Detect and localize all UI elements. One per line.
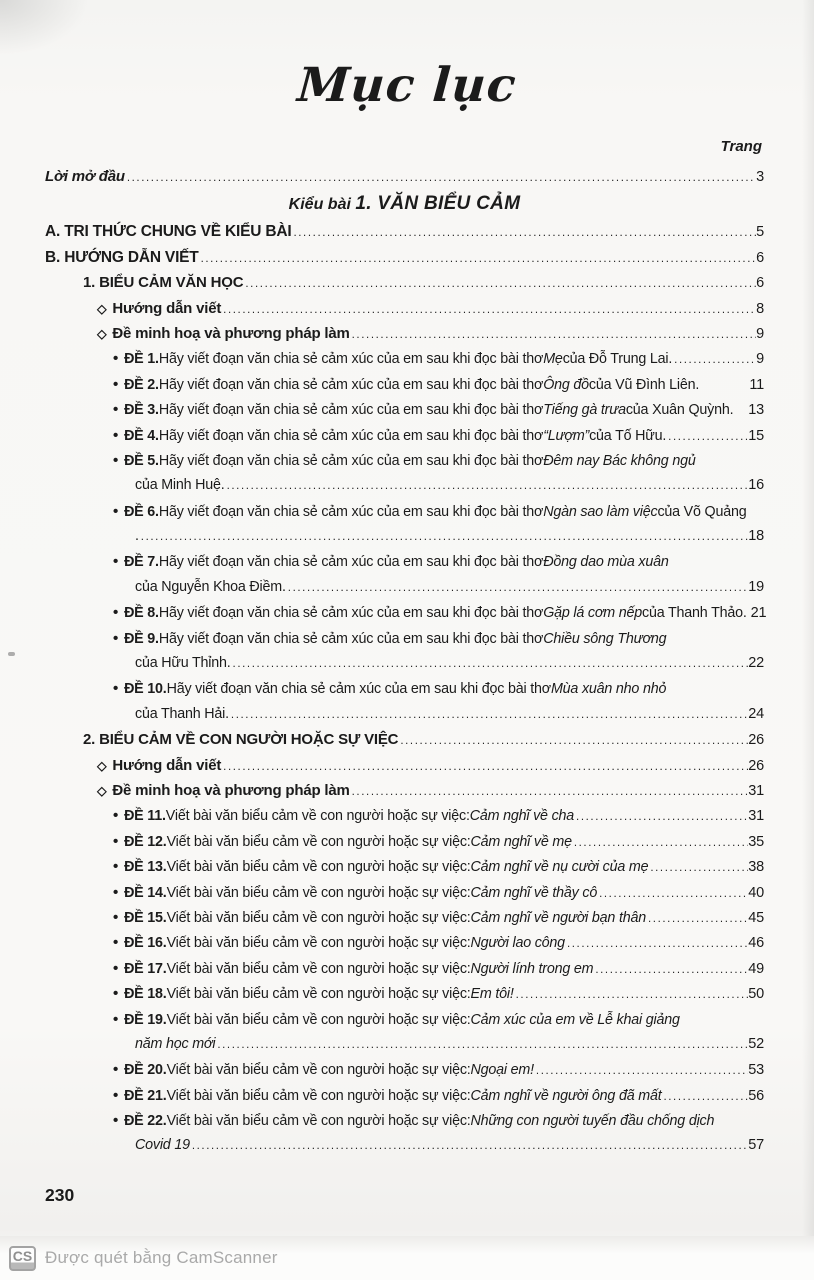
bullet-icon: • [113, 832, 119, 850]
toc-text: Hãy viết đoạn văn chia sẻ cảm xúc của em sau khi đọc bài thơ [158, 376, 544, 393]
toc-entry [45, 778, 764, 803]
toc-text: Viết bài văn biểu cảm về con người hoặc sự việc: [166, 1011, 471, 1028]
toc-entry [45, 473, 764, 498]
toc-entry [45, 829, 764, 854]
toc-text: ĐỀ 8. [124, 605, 159, 622]
bullet-icon: • [113, 604, 119, 622]
toc-text: Viết bài văn biểu cảm về con người hoặc sự việc: [166, 859, 471, 876]
toc-text: ĐỀ 4. [124, 427, 159, 444]
toc-text: Viết bài văn biểu cảm về con người hoặc sự việc: [166, 884, 471, 901]
toc-text: ĐỀ 1. [124, 351, 159, 368]
toc-text: Viết bài văn biểu cảm về con người hoặc sự việc: [166, 935, 471, 952]
toc-entry [45, 1007, 764, 1032]
toc-text: Viết bài văn biểu cảm về con người hoặc sự việc: [166, 1062, 471, 1079]
dot-leader [286, 576, 748, 601]
toc-entry [45, 524, 764, 549]
toc-page-number: 52 [748, 1035, 764, 1052]
toc-text: ĐỀ 7. [124, 554, 159, 571]
toc-text: của Vũ Đình Liên. [588, 376, 700, 393]
dot-leader [291, 221, 756, 246]
toc-text: Đồng dao mùa xuân [543, 554, 669, 571]
toc-entry [45, 956, 764, 981]
toc-text: ĐỀ 20. [124, 1062, 167, 1079]
toc-text: Cảm xúc của em về Lễ khai giảng [470, 1011, 680, 1028]
toc-entry [45, 1133, 764, 1158]
toc-text: Hướng dẫn viết [112, 299, 222, 317]
dot-leader [225, 474, 749, 499]
bullet-icon: • [113, 1112, 119, 1130]
diamond-icon: ◇ [97, 301, 107, 316]
toc-text: Mẹ [543, 351, 563, 368]
toc-page-number: 9 [756, 325, 764, 342]
toc-entry [45, 1032, 764, 1057]
dot-leader [398, 729, 748, 754]
bullet-icon: • [113, 502, 119, 520]
toc-text: của Hữu Thỉnh. [135, 655, 231, 672]
toc-page-number: 35 [748, 833, 764, 850]
toc-text: của Tố Hữu. [589, 427, 667, 444]
bullet-icon: • [113, 934, 119, 952]
toc-entry [45, 905, 764, 930]
dot-leader [534, 1059, 748, 1084]
toc-page-number: 31 [748, 808, 764, 825]
toc-text: ĐỀ 19. [124, 1011, 167, 1028]
toc-text: Covid 19 [135, 1137, 190, 1154]
dot-leader [350, 323, 756, 348]
bullet-icon: • [113, 883, 119, 901]
dot-leader [661, 1085, 748, 1110]
toc-page-number: 45 [748, 909, 764, 926]
dot-leader [572, 831, 748, 856]
dot-leader [190, 1134, 748, 1159]
bullet-icon: • [113, 959, 119, 977]
toc-text: của Xuân Quỳnh. [625, 402, 734, 419]
toc-page-number: 50 [748, 986, 764, 1003]
toc-text: ĐỀ 11. [124, 808, 166, 825]
toc-entry [45, 1083, 764, 1108]
toc-text: Viết bài văn biểu cảm về con người hoặc sự việc: [166, 1087, 471, 1104]
toc-text: Viết bài văn biểu cảm về con người hoặc sự việc: [166, 960, 471, 977]
toc-page-number: 26 [748, 757, 764, 774]
toc-page-number: 24 [748, 705, 764, 722]
toc-text: ĐỀ 3. [124, 402, 159, 419]
bullet-icon: • [113, 350, 119, 368]
section-heading-title: 1. VĂN BIỂU CẢM [355, 193, 521, 215]
toc-page-number: 22 [748, 655, 764, 672]
toc-text: Đề minh hoạ và phương pháp làm [112, 781, 350, 799]
toc-text: Người lính trong em [470, 960, 594, 977]
book-page-number: 230 [45, 1185, 75, 1205]
toc-text: Viết bài văn biểu cảm về con người hoặc sự việc: [165, 808, 470, 825]
toc-entry [45, 549, 764, 574]
toc-text: ĐỀ 2. [124, 376, 159, 393]
bullet-icon: • [113, 908, 119, 926]
toc-text: Cảm nghĩ về cha [469, 808, 575, 825]
scan-stray-mark [8, 652, 15, 656]
toc-page-number: 40 [748, 884, 764, 901]
toc-entry [45, 296, 764, 321]
toc-entry [45, 651, 764, 676]
toc-page-number: 13 [748, 402, 764, 419]
toc-text: ĐỀ 16. [124, 935, 167, 952]
toc-entry [45, 499, 764, 524]
toc-entry [45, 702, 764, 727]
toc-text: ĐỀ 13. [124, 859, 167, 876]
toc-page-number: 38 [748, 859, 764, 876]
toc-page-number: 57 [748, 1137, 764, 1154]
toc-text: Lời mở đầu [45, 168, 125, 185]
toc-entry [45, 164, 764, 189]
diamond-icon: ◇ [97, 783, 107, 798]
bullet-icon: • [113, 1010, 119, 1028]
toc-page-number: 9 [756, 351, 764, 368]
toc-text: Cảm nghĩ về người ông đã mất [470, 1087, 662, 1104]
toc-page-number: 18 [748, 528, 764, 545]
toc-entry [45, 727, 764, 752]
diamond-icon: ◇ [97, 758, 107, 773]
bullet-icon: • [113, 629, 119, 647]
dot-leader [565, 932, 748, 957]
bullet-icon: • [113, 858, 119, 876]
toc-text: Hướng dẫn viết [112, 756, 222, 774]
toc-text: A. TRI THỨC CHUNG VỀ KIỂU BÀI [45, 223, 292, 241]
toc-text: Viết bài văn biểu cảm về con người hoặc sự việc: [166, 909, 471, 926]
dot-leader [574, 805, 748, 830]
toc-entry [45, 676, 764, 701]
toc-text: của Nguyễn Khoa Điềm. [135, 578, 286, 595]
toc-text: Hãy viết đoạn văn chia sẻ cảm xúc của em sau khi đọc bài thơ [158, 605, 544, 622]
toc-text: Đề minh hoạ và phương pháp làm [112, 324, 350, 342]
toc-page-number: 15 [748, 427, 764, 444]
camscanner-watermark-bar [0, 1236, 814, 1280]
dot-leader [672, 348, 756, 373]
section-heading-prefix: Kiểu bài [288, 196, 356, 214]
toc-page-number: 8 [756, 300, 764, 317]
toc-page-number: 19 [748, 578, 764, 595]
toc-text: Cảm nghĩ về mẹ [470, 833, 572, 850]
toc-text: Ông đồ [543, 376, 589, 393]
toc-text: Hãy viết đoạn văn chia sẻ cảm xúc của em sau khi đọc bài thơ [166, 681, 551, 698]
toc-entry [45, 270, 764, 295]
toc-entry [45, 575, 764, 600]
toc-entry [45, 626, 764, 651]
toc-page-number: 53 [748, 1062, 764, 1079]
toc-entry [45, 1057, 764, 1082]
bullet-icon: • [113, 375, 119, 393]
toc-entry [45, 397, 764, 422]
document-title: Mục lục [295, 58, 519, 113]
dot-leader [221, 755, 748, 780]
table-of-contents [45, 164, 767, 1159]
toc-text: ĐỀ 17. [124, 960, 167, 977]
section-heading [45, 189, 764, 219]
toc-page-number: 56 [748, 1087, 764, 1104]
toc-text: Em tôi! [470, 986, 514, 1003]
diamond-icon: ◇ [97, 326, 107, 341]
toc-text: ĐỀ 15. [124, 909, 167, 926]
dot-leader [139, 525, 748, 550]
bullet-icon: • [113, 1086, 119, 1104]
toc-text: của Đỗ Trung Lai. [562, 351, 673, 368]
toc-text: Cảm nghĩ về thầy cô [470, 884, 598, 901]
page-column-label: Trang [720, 138, 762, 155]
toc-page-number: 26 [748, 732, 764, 749]
toc-entry [45, 245, 764, 270]
toc-entry [45, 854, 764, 879]
bullet-icon: • [113, 426, 119, 444]
toc-text: năm học mới [135, 1035, 216, 1052]
dot-leader [666, 425, 748, 450]
toc-entry [45, 219, 764, 244]
toc-text: của Võ Quảng [657, 503, 747, 520]
toc-entry [45, 372, 764, 397]
dot-leader [125, 166, 756, 191]
toc-entry [45, 803, 764, 828]
toc-text: Hãy viết đoạn văn chia sẻ cảm xúc của em sau khi đọc bài thơ [158, 630, 544, 647]
toc-entry [45, 753, 764, 778]
bullet-icon: • [113, 401, 119, 419]
toc-text: ĐỀ 18. [124, 986, 167, 1003]
toc-text: ĐỀ 14. [124, 884, 167, 901]
bullet-icon: • [113, 985, 119, 1003]
toc-text: ĐỀ 9. [124, 630, 159, 647]
toc-text: 2. BIỂU CẢM VỀ CON NGƯỜI HOẶC SỰ VIỆC [83, 731, 399, 749]
toc-text: Viết bài văn biểu cảm về con người hoặc sự việc: [166, 833, 471, 850]
toc-text: ĐỀ 10. [124, 681, 167, 698]
toc-entry [45, 1108, 764, 1133]
toc-page-number: 6 [756, 275, 764, 292]
toc-text: ĐỀ 12. [124, 833, 167, 850]
toc-page-number: 31 [748, 782, 764, 799]
bullet-icon: • [113, 680, 119, 698]
toc-text: Hãy viết đoạn văn chia sẻ cảm xúc của em sau khi đọc bài thơ [158, 452, 544, 469]
toc-text: Chiều sông Thương [543, 630, 667, 647]
toc-text: Ngoại em! [470, 1062, 534, 1079]
toc-text: . [135, 528, 139, 545]
toc-text: Hãy viết đoạn văn chia sẻ cảm xúc của em sau khi đọc bài thơ [158, 402, 544, 419]
dot-leader [648, 856, 748, 881]
camscanner-logo-icon: CS [9, 1246, 36, 1271]
dot-leader [514, 983, 749, 1008]
toc-text: Tiếng gà trưa [543, 402, 626, 419]
toc-entry [45, 600, 767, 625]
bullet-icon: • [113, 807, 119, 825]
dot-leader [199, 247, 757, 272]
toc-entry [45, 981, 764, 1006]
toc-page-number: 46 [748, 935, 764, 952]
scan-edge-shade [802, 0, 814, 1280]
dot-leader [350, 780, 749, 805]
toc-text: ĐỀ 22. [124, 1113, 167, 1130]
dot-leader [243, 272, 756, 297]
toc-text: B. HƯỚNG DẪN VIẾT [45, 248, 199, 266]
toc-text: Cảm nghĩ về nụ cười của mẹ [470, 859, 649, 876]
toc-text: Ngàn sao làm việc [543, 503, 658, 520]
toc-text: Người lao công [470, 935, 565, 952]
bullet-icon: • [113, 1061, 119, 1079]
dot-leader [231, 652, 749, 677]
toc-text: Cảm nghĩ về người bạn thân [470, 909, 646, 926]
dot-leader [215, 1033, 748, 1058]
toc-entry [45, 880, 764, 905]
toc-text: Những con người tuyến đầu chống dịch [470, 1113, 715, 1130]
toc-text: Mùa xuân nho nhỏ [550, 681, 667, 698]
toc-text: Hãy viết đoạn văn chia sẻ cảm xúc của em sau khi đọc bài thơ [158, 427, 544, 444]
toc-text: Gặp lá cơm nếp [543, 605, 643, 622]
toc-page-number: 5 [756, 224, 764, 241]
toc-entry [45, 321, 764, 346]
toc-text: ĐỀ 6. [124, 503, 159, 520]
toc-text: 1. BIỂU CẢM VĂN HỌC [83, 274, 244, 292]
toc-page-number: 16 [748, 477, 764, 494]
dot-leader [597, 882, 748, 907]
dot-leader [229, 703, 748, 728]
toc-text: ĐỀ 5. [124, 452, 159, 469]
toc-text: Hãy viết đoạn văn chia sẻ cảm xúc của em sau khi đọc bài thơ [158, 554, 544, 571]
toc-page-number: 3 [756, 169, 764, 185]
toc-page-number: 49 [748, 960, 764, 977]
bullet-icon: • [113, 553, 119, 571]
toc-text: Viết bài văn biểu cảm về con người hoặc sự việc: [166, 986, 471, 1003]
toc-entry [45, 423, 764, 448]
toc-text: ĐỀ 21. [124, 1087, 167, 1104]
bullet-icon: • [113, 451, 119, 469]
scan-corner-smudge [0, 0, 90, 55]
toc-page-number: 6 [756, 249, 764, 266]
dot-leader [593, 958, 748, 983]
toc-page-number: 21 [750, 605, 767, 622]
toc-text: của Minh Huệ. [135, 477, 225, 494]
toc-text: Hãy viết đoạn văn chia sẻ cảm xúc của em sau khi đọc bài thơ [158, 351, 544, 368]
camscanner-watermark-text: Được quét bằng CamScanner [45, 1248, 278, 1267]
dot-leader [646, 907, 748, 932]
toc-text: Hãy viết đoạn văn chia sẻ cảm xúc của em sau khi đọc bài thơ [158, 503, 544, 520]
toc-text: “Lượm” [543, 427, 590, 444]
toc-text: Viết bài văn biểu cảm về con người hoặc sự việc: [166, 1113, 471, 1130]
toc-text: Đêm nay Bác không ngủ [543, 452, 696, 469]
toc-page-number: 11 [749, 376, 764, 393]
toc-text: của Thanh Thảo. [642, 605, 747, 622]
toc-entry [45, 930, 764, 955]
toc-text: của Thanh Hải. [135, 705, 229, 722]
toc-entry [45, 448, 764, 473]
toc-entry [45, 346, 764, 371]
dot-leader [221, 298, 756, 323]
